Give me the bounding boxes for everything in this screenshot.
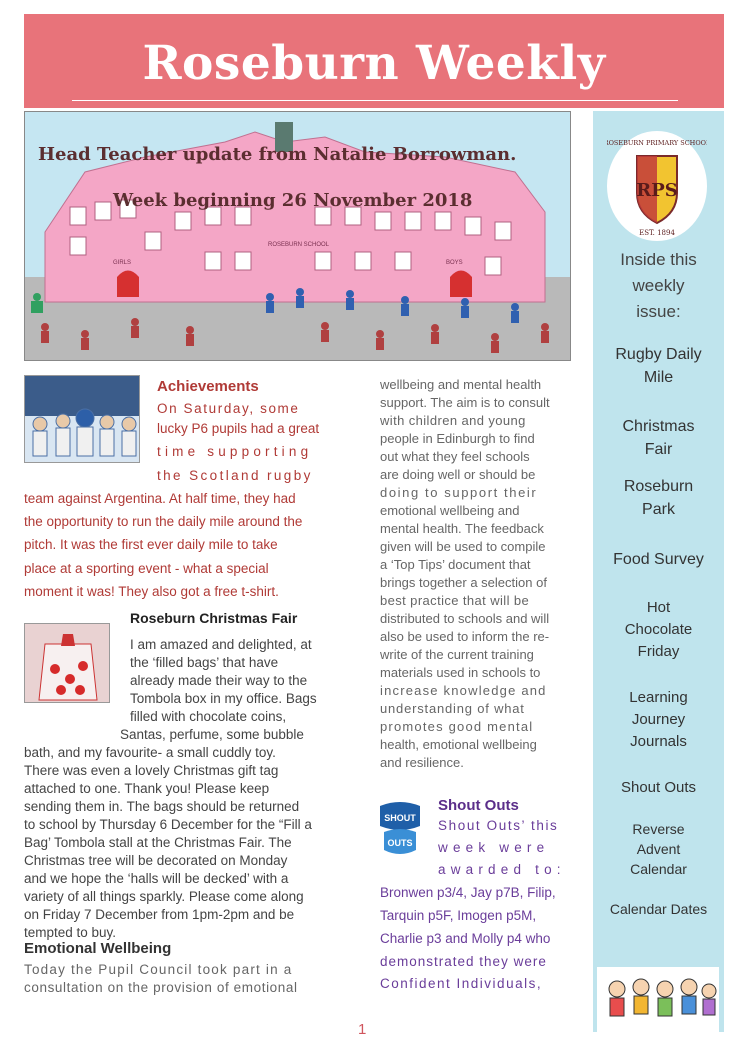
- crest-established: EST. 1894: [639, 229, 675, 237]
- sidebar-item-label: Fair: [644, 441, 673, 458]
- hero-banner-image: [24, 111, 571, 361]
- school-crest: [607, 131, 707, 241]
- fair-line: the ‘filled bags’ that have: [130, 655, 279, 670]
- sidebar-item-roseburn-park[interactable]: [597, 475, 720, 521]
- wellbeing-col2-line: emotional wellbeing and: [380, 503, 520, 518]
- shoutouts-line: Shout Outs’ this: [438, 818, 559, 833]
- filled-bag-photo: [24, 623, 110, 703]
- wellbeing-col2-line: support. The aim is to consult: [380, 395, 550, 410]
- building-sign-label: ROSEBURN SCHOOL: [268, 242, 330, 248]
- wellbeing-col2-line: people in Edinburgh to find: [380, 431, 535, 446]
- wellbeing-col2-line: are doing well or should be: [380, 467, 536, 482]
- fair-line: already made their way to the: [130, 673, 308, 688]
- sidebar-item-label: Chocolate: [624, 621, 693, 638]
- achievements-line: place at a sporting event - what a special: [24, 561, 269, 576]
- wellbeing-col2-line: brings together a selection of: [380, 575, 547, 590]
- wellbeing-col2-line: also be used to inform the re-: [380, 629, 550, 644]
- fair-line: to school by Thursday 6 December for the “Fill a: [24, 817, 312, 832]
- newsletter-title: Roseburn Weekly: [142, 36, 606, 91]
- fair-line: There was even a lovely Christmas gift tag: [24, 763, 279, 778]
- wellbeing-col2-line: understanding of what: [380, 701, 525, 716]
- achievements-line: moment it was! They also got a free t-shirt.: [24, 584, 279, 599]
- achievements-heading: Achievements: [157, 378, 259, 395]
- sidebar-item-calendar-dates[interactable]: [597, 899, 720, 919]
- achievements-line: On Saturday, some: [157, 401, 300, 416]
- sidebar-item-label: Hot: [646, 599, 671, 616]
- wellbeing-col2-line: wellbeing and mental health: [380, 377, 542, 392]
- achievements-line: team against Argentina. At half time, they had: [24, 491, 296, 506]
- badge-bottom-text: OUTS: [387, 838, 413, 848]
- inside-heading-line: Inside this: [620, 250, 697, 269]
- emotional-wellbeing-heading: Emotional Wellbeing: [24, 940, 172, 957]
- wellbeing-col2-line: best practice that will be: [380, 593, 530, 608]
- achievements-line: the opportunity to run the daily mile around the: [24, 514, 303, 529]
- fair-line: and we hope the ‘halls will be decked’ with a: [24, 871, 289, 886]
- crest-ring-text: ROSEBURN PRIMARY SCHOOL: [607, 139, 707, 147]
- sidebar-item-label: Roseburn: [623, 478, 694, 495]
- page-number: 1: [358, 1021, 367, 1038]
- shoutouts-line: Charlie p3 and Molly p4 who: [380, 931, 551, 946]
- wellbeing-col2-line: a ‘Top Tips’ document that: [380, 557, 531, 572]
- achievements-line: pitch. It was the first ever daily mile to take: [24, 537, 278, 552]
- sidebar-item-label: Learning: [629, 689, 688, 706]
- fair-line: filled with chocolate coins,: [130, 709, 287, 724]
- sidebar-item-shout-outs[interactable]: [597, 777, 720, 799]
- girls-door-label: GIRLS: [113, 260, 132, 266]
- hero-headline: Head Teacher update from Natalie Borrowman.: [38, 144, 517, 165]
- sidebar-item-label: Park: [642, 501, 675, 518]
- badge-top-text: SHOUT: [384, 813, 416, 823]
- inside-heading-line: issue:: [636, 302, 681, 321]
- boys-door-label: BOYS: [446, 260, 463, 266]
- wellbeing-col2-line: with children and young: [380, 413, 526, 428]
- fair-line: tempted to buy.: [24, 925, 117, 940]
- rugby-pupils-photo: [24, 375, 140, 463]
- fair-line: Bag’ Tombola stall at the Christmas Fair. The: [24, 835, 292, 850]
- fair-line: on Friday 7 December from 1pm-2pm and be: [24, 907, 295, 922]
- sidebar-item-label: Journals: [630, 733, 687, 750]
- fair-line: attached to one. Thank you! Please keep: [24, 781, 270, 796]
- sidebar-item-food-survey[interactable]: [597, 548, 720, 571]
- shoutouts-line: Bronwen p3/4, Jay p7B, Filip,: [380, 885, 556, 900]
- wellbeing-col2-line: mental health. The feedback: [380, 521, 544, 536]
- fair-line: I am amazed and delighted, at: [130, 637, 312, 652]
- sidebar-item-christmas-fair[interactable]: [597, 415, 720, 461]
- inside-issue-heading: [601, 247, 716, 325]
- crest-shield-icon: [607, 131, 707, 241]
- sidebar: [593, 111, 724, 1032]
- shoutouts-line: awarded to:: [438, 862, 566, 877]
- shout-outs-badge-icon: [376, 800, 424, 858]
- sidebar-item-learning-journey-journals[interactable]: [597, 687, 720, 753]
- achievements-line: lucky P6 pupils had a great: [157, 421, 320, 436]
- masthead-rule: [72, 100, 678, 101]
- shout-outs-heading: Shout Outs: [438, 797, 519, 814]
- sidebar-item-label: Rugby Daily: [615, 346, 702, 363]
- fair-line: Christmas tree will be decorated on Monday: [24, 853, 288, 868]
- hero-week-label: Week beginning 26 November 2018: [113, 190, 473, 211]
- achievements-line: time supporting: [157, 444, 313, 459]
- wellbeing-col2-line: health, emotional wellbeing: [380, 737, 537, 752]
- wellbeing-col2-line: distributed to schools and will: [380, 611, 550, 626]
- wellbeing-col2-line: write of the current training: [380, 647, 534, 662]
- masthead: [24, 14, 724, 108]
- crest-initials: RPS: [636, 180, 678, 201]
- wellbeing-col2-line: given will be used to compile: [380, 539, 546, 554]
- sidebar-item-label: Christmas: [622, 418, 695, 435]
- sidebar-item-label: Mile: [643, 369, 674, 386]
- wellbeing-col2-line: promotes good mental: [380, 719, 534, 734]
- fair-line: bath, and my favourite- a small cuddly toy.: [24, 745, 276, 760]
- shoutouts-line: Tarquin p5F, Imogen p5M,: [380, 908, 537, 923]
- inside-heading-line: weekly: [632, 276, 685, 295]
- sidebar-item-label: Calendar: [630, 861, 687, 877]
- shoutouts-line: demonstrated they were: [380, 954, 547, 969]
- fair-line: Tombola box in my office. Bags: [130, 691, 317, 706]
- shoutouts-line: week were: [438, 840, 550, 855]
- achievements-line: the Scotland rugby: [157, 468, 313, 483]
- sidebar-item-hot-chocolate-friday[interactable]: [597, 597, 720, 663]
- christmas-fair-heading: Roseburn Christmas Fair: [130, 610, 298, 626]
- sidebar-item-label: Journey: [631, 711, 686, 728]
- wellbeing-col2-line: and resilience.: [380, 755, 464, 770]
- sidebar-item-label: Calendar Dates: [609, 901, 708, 917]
- wellbeing-col2-line: materials used in schools to: [380, 665, 541, 680]
- sidebar-item-label: Advent: [636, 841, 681, 857]
- wellbeing-col2-line: out what they feel schools: [380, 449, 530, 464]
- sidebar-item-reverse-advent-calendar[interactable]: [597, 819, 720, 879]
- fair-line: sending them in. The bags should be returned: [24, 799, 300, 814]
- fair-line: variety of all things sparkly. Please come along: [24, 889, 304, 904]
- wellbeing-line: Today the Pupil Council took part in a: [24, 962, 293, 977]
- sidebar-item-label: Shout Outs: [620, 779, 697, 796]
- sidebar-item-label: Reverse: [632, 821, 685, 837]
- wellbeing-col2-line: increase knowledge and: [380, 683, 547, 698]
- sidebar-item-label: Friday: [637, 643, 680, 660]
- fair-line: Santas, perfume, some bubble: [120, 727, 304, 742]
- wellbeing-line: consultation on the provision of emotional: [24, 980, 298, 995]
- wellbeing-col2-line: doing to support their: [380, 485, 538, 500]
- shoutouts-line: Confident Individuals,: [380, 976, 543, 991]
- sidebar-item-rugby-daily-mile[interactable]: [597, 343, 720, 389]
- children-illustration: [597, 967, 719, 1035]
- sidebar-item-label: Food Survey: [613, 551, 704, 568]
